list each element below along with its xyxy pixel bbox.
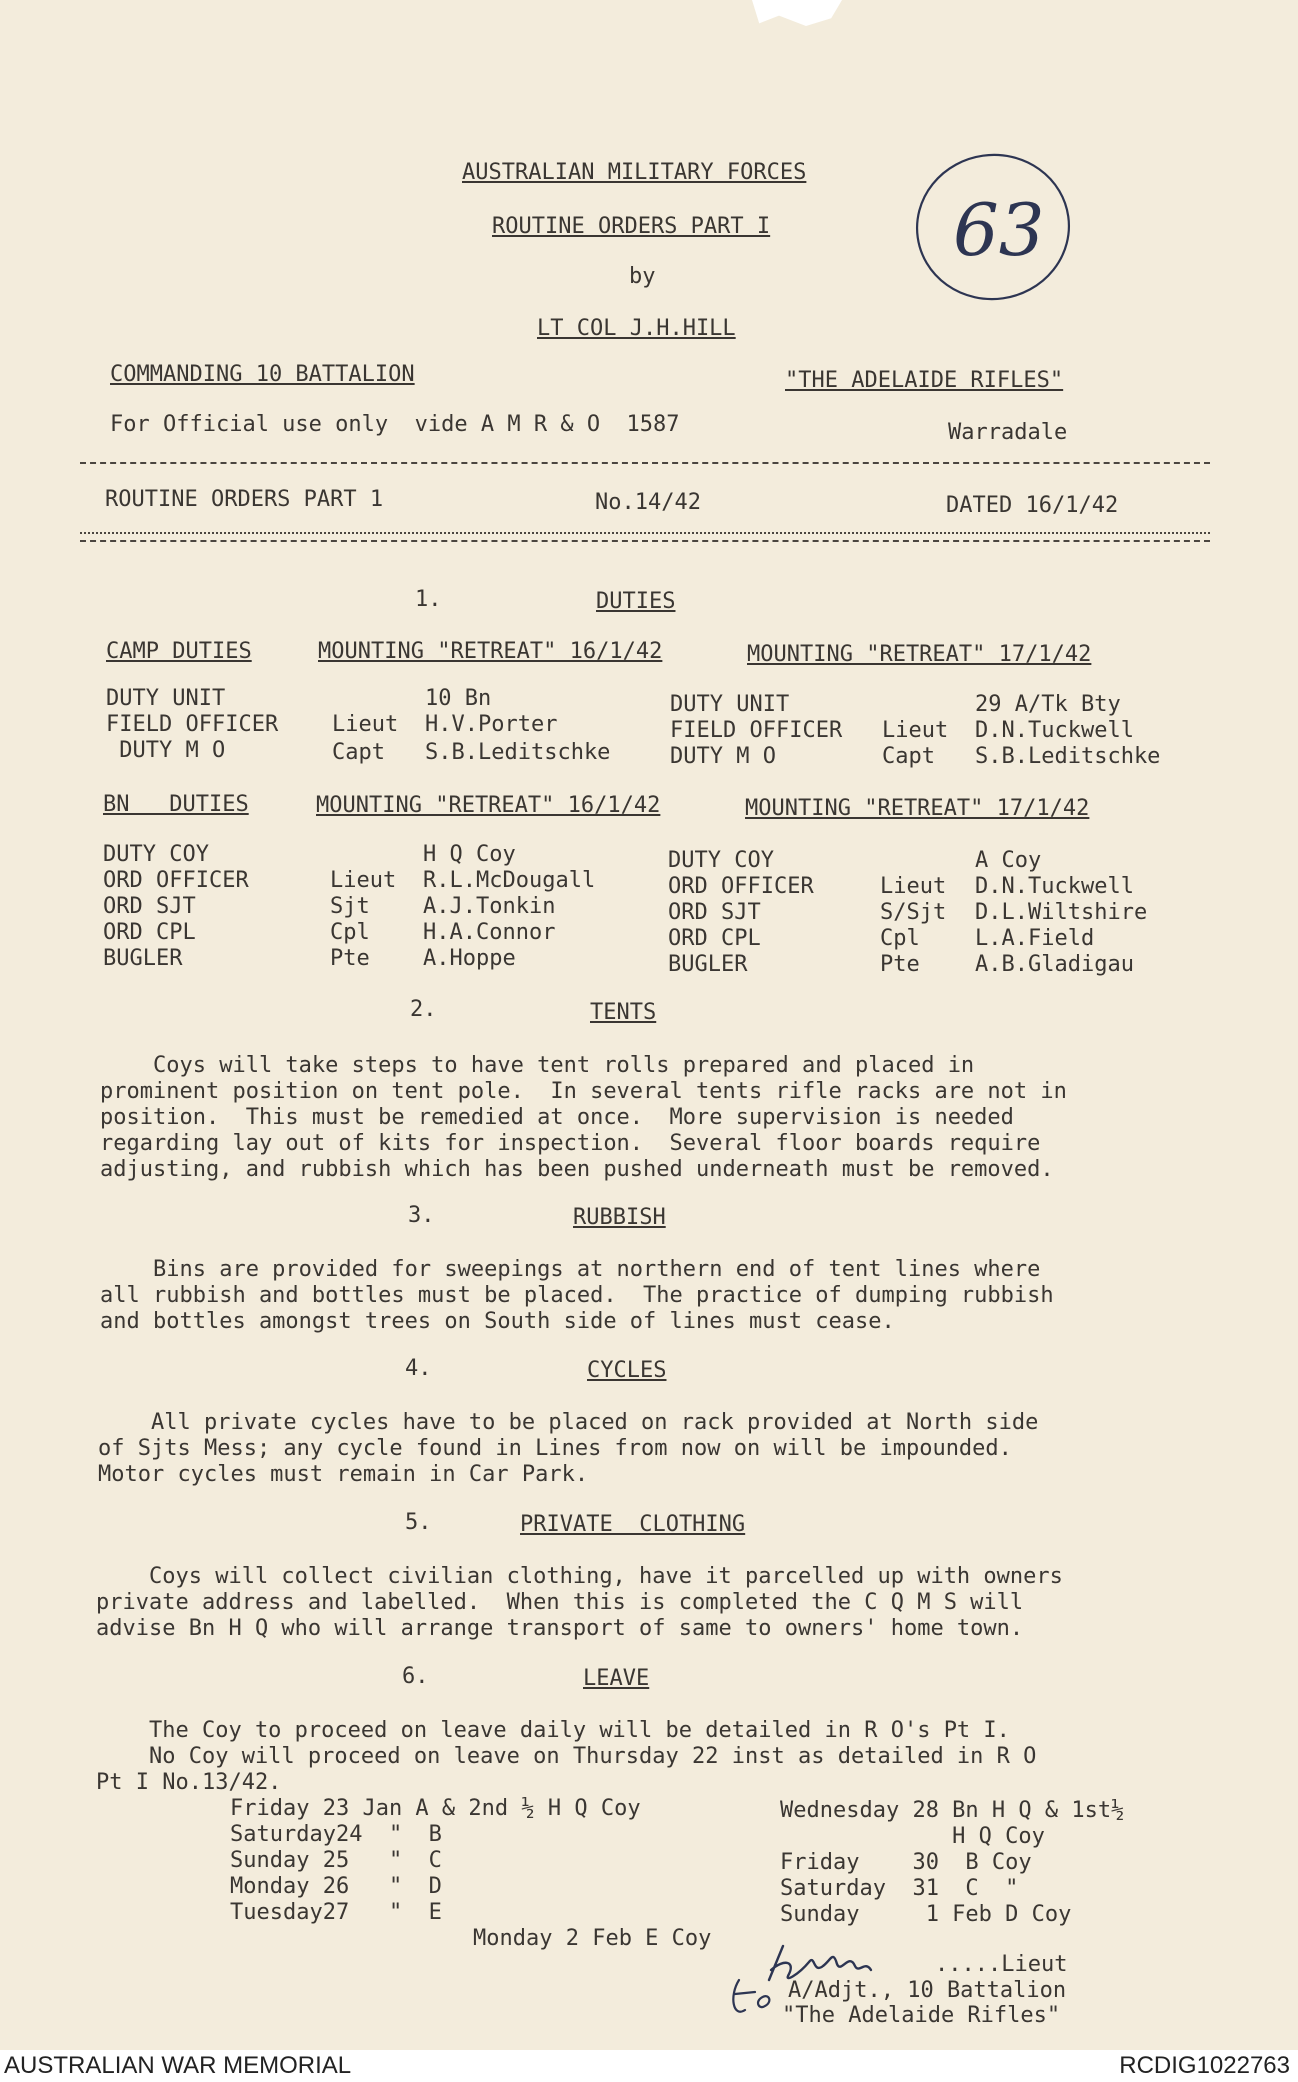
- signature-unit: "The Adelaide Rifles": [782, 2003, 1061, 2028]
- camp-col1-heading: MOUNTING "RETREAT" 16/1/42: [318, 639, 663, 664]
- commander-name: LT COL J.H.HILL: [537, 316, 736, 341]
- location: Warradale: [948, 420, 1068, 445]
- section-2-title: TENTS: [590, 1000, 657, 1025]
- camp-name-3: S.B.Leditschke: [425, 740, 611, 765]
- bn-role2-2: ORD OFFICER: [668, 874, 814, 899]
- bn-role2-4: ORD CPL: [668, 926, 761, 951]
- rubbish-paragraph: Bins are provided for sweepings at northern end of tent lines where all rubbish and bottles must be placed. The practice of dumping rubbish and bottles amongst trees on South side of lines must cease.: [100, 1257, 1054, 1334]
- section-3-title: RUBBISH: [573, 1205, 666, 1230]
- camp-name-1: 10 Bn: [425, 686, 492, 711]
- section-6-num: 6.: [402, 1664, 429, 1689]
- camp-role2-3: DUTY M O: [670, 744, 776, 769]
- leave-paragraph: The Coy to proceed on leave daily will be detailed in R O's Pt I. No Coy will proceed on leave on Thursday 22 inst as detailed in R O Pt I No.13/42.: [96, 1718, 1037, 1795]
- bn-name-4: H.A.Connor: [423, 920, 556, 945]
- footer-institution: AUSTRALIAN WAR MEMORIAL: [4, 2052, 352, 2079]
- camp-role-3: DUTY M O: [106, 738, 226, 763]
- camp-role-1: DUTY UNIT: [106, 686, 226, 711]
- leave-left-3: Sunday 25 " C: [230, 1848, 442, 1873]
- bn-rank2-5: Pte: [880, 952, 920, 977]
- bn-name2-2: D.N.Tuckwell: [975, 874, 1134, 899]
- camp-col2-heading: MOUNTING "RETREAT" 17/1/42: [747, 642, 1092, 667]
- section-4-title: CYCLES: [587, 1358, 667, 1383]
- leave-left-4: Monday 26 " D: [230, 1874, 442, 1899]
- bn-name2-1: A Coy: [975, 848, 1042, 873]
- unit-name: "THE ADELAIDE RIFLES": [785, 368, 1064, 393]
- tents-paragraph: Coys will take steps to have tent rolls prepared and placed in prominent position on tent pole. In several tents rifle racks are not in position. This must be remedied at once. More supervision is needed regarding lay out of kits for inspection. Several floor boards require adjusting, and rubbish which has been pushed underneath must be removed.: [100, 1053, 1067, 1182]
- bn-name-2: R.L.McDougall: [423, 868, 596, 893]
- camp-name-2: H.V.Porter: [425, 712, 558, 737]
- divider-lower-2: [80, 540, 1210, 542]
- bn-name-3: A.J.Tonkin: [423, 894, 556, 919]
- section-5-title: PRIVATE CLOTHING: [520, 1512, 746, 1537]
- bn-name-5: A.Hoppe: [423, 946, 516, 971]
- section-4-num: 4.: [405, 1356, 432, 1381]
- camp-rank-2: Lieut: [332, 712, 399, 737]
- divider-lower: [80, 532, 1210, 534]
- bn-rank2-4: Cpl: [880, 926, 920, 951]
- orders-date: DATED 16/1/42: [946, 493, 1119, 518]
- folio-number: 63: [953, 188, 1045, 272]
- section-2-num: 2.: [410, 997, 437, 1022]
- leave-right-1: Wednesday 28 Bn H Q & 1st½: [780, 1798, 1125, 1823]
- folio-stamp: [905, 145, 1075, 305]
- camp-role2-2: FIELD OFFICER: [670, 718, 843, 743]
- bn-rank-4: Cpl: [330, 920, 370, 945]
- section-1-title: DUTIES: [596, 589, 676, 614]
- camp-name2-3: S.B.Leditschke: [975, 744, 1161, 769]
- bn-role-5: BUGLER: [103, 946, 183, 971]
- bn-role-4: ORD CPL: [103, 920, 196, 945]
- cycles-paragraph: All private cycles have to be placed on rack provided at North side of Sjts Mess; any cycle found in Lines from now on will be impounded. Motor cycles must remain in Car Park.: [98, 1410, 1039, 1487]
- bn-rank2-3: S/Sjt: [880, 900, 947, 925]
- part-title: ROUTINE ORDERS PART I: [492, 214, 771, 239]
- signature-rank: .....Lieut: [935, 1952, 1068, 1977]
- bn-role2-3: ORD SJT: [668, 900, 761, 925]
- bn-name2-5: A.B.Gladigau: [975, 952, 1134, 977]
- camp-rank-3: Capt: [332, 740, 385, 765]
- leave-right-5: Sunday 1 Feb D Coy: [780, 1902, 1072, 1927]
- bn-role-1: DUTY COY: [103, 842, 209, 867]
- bn-rank-5: Pte: [330, 946, 370, 971]
- command-line: COMMANDING 10 BATTALION: [110, 362, 415, 387]
- bn-rank-2: Lieut: [330, 868, 397, 893]
- leave-left-5: Tuesday27 " E: [230, 1900, 442, 1925]
- leave-left-2: Saturday24 " B: [230, 1822, 442, 1847]
- bn-duties-heading: BN DUTIES: [103, 792, 249, 817]
- by-text: by: [629, 264, 656, 289]
- camp-role-2: FIELD OFFICER: [106, 712, 279, 737]
- camp-rank2-3: Capt: [882, 744, 935, 769]
- divider-top: [80, 462, 1210, 464]
- section-6-title: LEAVE: [583, 1666, 650, 1691]
- bn-role-3: ORD SJT: [103, 894, 196, 919]
- camp-name2-2: D.N.Tuckwell: [975, 718, 1134, 743]
- leave-right-2: H Q Coy: [780, 1824, 1045, 1849]
- orders-number: No.14/42: [595, 490, 701, 515]
- leave-left-1: Friday 23 Jan A & 2nd ½ H Q Coy: [230, 1796, 641, 1821]
- org-title: AUSTRALIAN MILITARY FORCES: [462, 160, 807, 185]
- section-1-num: 1.: [415, 587, 442, 612]
- bn-role2-1: DUTY COY: [668, 848, 774, 873]
- bn-name2-3: D.L.Wiltshire: [975, 900, 1148, 925]
- official-use: For Official use only vide A M R & O 1587: [110, 412, 680, 437]
- bn-name2-4: L.A.Field: [975, 926, 1095, 951]
- torn-corner: [752, 0, 842, 26]
- bn-rank-3: Sjt: [330, 894, 370, 919]
- archive-footer: [0, 2050, 1298, 2082]
- camp-duties-heading: CAMP DUTIES: [106, 639, 252, 664]
- camp-role2-1: DUTY UNIT: [670, 692, 790, 717]
- bn-role-2: ORD OFFICER: [103, 868, 249, 893]
- bn-role2-5: BUGLER: [668, 952, 748, 977]
- bn-rank2-2: Lieut: [880, 874, 947, 899]
- section-3-num: 3.: [408, 1203, 435, 1228]
- camp-name2-1: 29 A/Tk Bty: [975, 692, 1121, 717]
- leave-final: Monday 2 Feb E Coy: [473, 1926, 712, 1951]
- bn-col1-heading: MOUNTING "RETREAT" 16/1/42: [316, 793, 661, 818]
- section-5-num: 5.: [405, 1510, 432, 1535]
- leave-right-3: Friday 30 B Coy: [780, 1850, 1032, 1875]
- camp-rank2-2: Lieut: [882, 718, 949, 743]
- orders-label: ROUTINE ORDERS PART 1: [105, 487, 384, 512]
- bn-name-1: H Q Coy: [423, 842, 516, 867]
- bn-col2-heading: MOUNTING "RETREAT" 17/1/42: [745, 796, 1090, 821]
- signature-appointment: A/Adjt., 10 Battalion: [788, 1978, 1067, 2003]
- footer-record-id: RCDIG1022763: [1119, 2052, 1290, 2079]
- clothing-paragraph: Coys will collect civilian clothing, have it parcelled up with owners private address and labelled. When this is completed the C Q M S will advise Bn H Q who will arrange transport of same to owners' home town.: [96, 1564, 1063, 1641]
- leave-right-4: Saturday 31 C ": [780, 1876, 1019, 1901]
